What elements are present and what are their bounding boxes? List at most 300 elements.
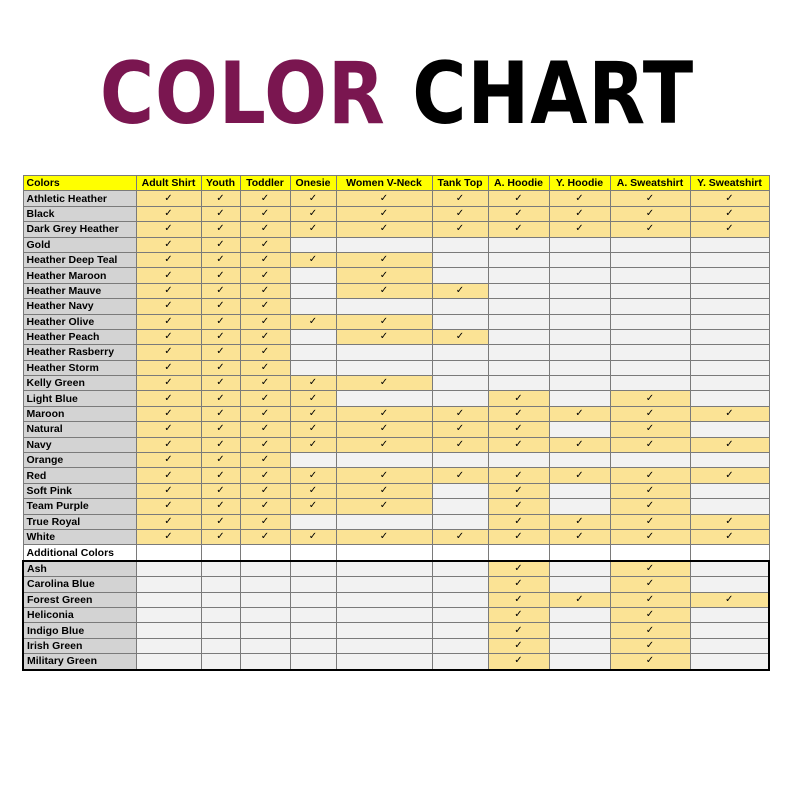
empty-cell <box>690 283 769 298</box>
check-mark-cell: ✓ <box>136 345 201 360</box>
empty-cell <box>610 376 690 391</box>
table-row <box>23 268 769 283</box>
header-column: Y. Hoodie <box>549 176 610 191</box>
title-word-chart: CHART <box>412 44 695 144</box>
empty-cell <box>240 654 290 670</box>
check-mark-cell: ✓ <box>610 577 690 592</box>
empty-cell <box>610 268 690 283</box>
empty-cell <box>549 391 610 406</box>
check-mark-cell: ✓ <box>136 529 201 544</box>
check-mark-cell: ✓ <box>432 437 488 452</box>
empty-cell <box>136 607 201 622</box>
check-mark-cell: ✓ <box>240 329 290 344</box>
check-mark-cell: ✓ <box>136 499 201 514</box>
empty-cell <box>610 252 690 267</box>
empty-cell <box>290 561 336 577</box>
check-mark-cell: ✓ <box>201 222 240 237</box>
empty-cell <box>290 514 336 529</box>
check-mark-cell: ✓ <box>240 391 290 406</box>
check-mark-cell: ✓ <box>201 406 240 421</box>
color-name: Navy <box>23 437 136 452</box>
check-mark-cell: ✓ <box>240 468 290 483</box>
check-mark-cell: ✓ <box>336 252 432 267</box>
empty-cell <box>488 360 549 375</box>
empty-cell <box>690 453 769 468</box>
empty-cell <box>690 545 769 561</box>
empty-cell <box>432 360 488 375</box>
check-mark-cell: ✓ <box>201 529 240 544</box>
check-mark-cell: ✓ <box>136 360 201 375</box>
empty-cell <box>136 592 201 607</box>
check-mark-cell: ✓ <box>488 468 549 483</box>
empty-cell <box>488 345 549 360</box>
check-mark-cell: ✓ <box>136 376 201 391</box>
check-mark-cell: ✓ <box>432 468 488 483</box>
empty-cell <box>432 376 488 391</box>
empty-cell <box>549 376 610 391</box>
check-mark-cell: ✓ <box>136 422 201 437</box>
check-mark-cell: ✓ <box>336 499 432 514</box>
empty-cell <box>336 237 432 252</box>
empty-cell <box>488 299 549 314</box>
empty-cell <box>610 283 690 298</box>
check-mark-cell: ✓ <box>240 514 290 529</box>
check-mark-cell: ✓ <box>690 191 769 206</box>
empty-cell <box>549 360 610 375</box>
empty-cell <box>432 577 488 592</box>
check-mark-cell: ✓ <box>610 499 690 514</box>
check-mark-cell: ✓ <box>690 529 769 544</box>
empty-cell <box>690 314 769 329</box>
empty-cell <box>610 237 690 252</box>
check-mark-cell: ✓ <box>432 422 488 437</box>
chart-title <box>56 44 739 144</box>
check-mark-cell: ✓ <box>136 206 201 221</box>
table-row <box>23 592 769 607</box>
table-row <box>23 529 769 544</box>
table-row <box>23 483 769 498</box>
check-mark-cell: ✓ <box>610 206 690 221</box>
check-mark-cell: ✓ <box>240 314 290 329</box>
empty-cell <box>240 623 290 638</box>
empty-cell <box>290 453 336 468</box>
check-mark-cell: ✓ <box>488 592 549 607</box>
check-mark-cell: ✓ <box>201 191 240 206</box>
empty-cell <box>336 391 432 406</box>
check-mark-cell: ✓ <box>240 360 290 375</box>
check-mark-cell: ✓ <box>610 468 690 483</box>
empty-cell <box>201 638 240 653</box>
check-mark-cell: ✓ <box>201 237 240 252</box>
check-mark-cell: ✓ <box>549 514 610 529</box>
empty-cell <box>290 654 336 670</box>
header-column: Onesie <box>290 176 336 191</box>
check-mark-cell: ✓ <box>201 360 240 375</box>
header-column: Y. Sweatshirt <box>690 176 769 191</box>
check-mark-cell: ✓ <box>336 483 432 498</box>
table-row <box>23 577 769 592</box>
table-row <box>23 329 769 344</box>
color-name: True Royal <box>23 514 136 529</box>
empty-cell <box>240 638 290 653</box>
check-mark-cell: ✓ <box>336 283 432 298</box>
check-mark-cell: ✓ <box>690 437 769 452</box>
table-row <box>23 561 769 577</box>
check-mark-cell: ✓ <box>136 314 201 329</box>
color-name: Heather Mauve <box>23 283 136 298</box>
check-mark-cell: ✓ <box>240 422 290 437</box>
empty-cell <box>432 314 488 329</box>
table-row <box>23 422 769 437</box>
color-name: Dark Grey Heather <box>23 222 136 237</box>
table-row <box>23 206 769 221</box>
table-row <box>23 638 769 653</box>
color-name: Kelly Green <box>23 376 136 391</box>
check-mark-cell: ✓ <box>549 468 610 483</box>
check-mark-cell: ✓ <box>336 191 432 206</box>
empty-cell <box>690 329 769 344</box>
check-mark-cell: ✓ <box>136 437 201 452</box>
color-name: Maroon <box>23 406 136 421</box>
color-name: Heliconia <box>23 607 136 622</box>
empty-cell <box>690 299 769 314</box>
header-column: Women V-Neck <box>336 176 432 191</box>
color-name: Heather Olive <box>23 314 136 329</box>
table-row <box>23 623 769 638</box>
table-row <box>23 468 769 483</box>
empty-cell <box>549 545 610 561</box>
check-mark-cell: ✓ <box>336 314 432 329</box>
check-mark-cell: ✓ <box>336 222 432 237</box>
check-mark-cell: ✓ <box>488 206 549 221</box>
check-mark-cell: ✓ <box>201 437 240 452</box>
check-mark-cell: ✓ <box>136 222 201 237</box>
empty-cell <box>290 638 336 653</box>
color-name: Indigo Blue <box>23 623 136 638</box>
check-mark-cell: ✓ <box>240 191 290 206</box>
check-mark-cell: ✓ <box>549 529 610 544</box>
check-mark-cell: ✓ <box>610 483 690 498</box>
empty-cell <box>690 499 769 514</box>
check-mark-cell: ✓ <box>336 329 432 344</box>
empty-cell <box>336 638 432 653</box>
empty-cell <box>136 577 201 592</box>
check-mark-cell: ✓ <box>432 406 488 421</box>
empty-cell <box>690 391 769 406</box>
check-mark-cell: ✓ <box>488 654 549 670</box>
empty-cell <box>610 453 690 468</box>
table-body <box>23 176 769 670</box>
empty-cell <box>690 623 769 638</box>
check-mark-cell: ✓ <box>136 268 201 283</box>
check-mark-cell: ✓ <box>136 468 201 483</box>
check-mark-cell: ✓ <box>136 191 201 206</box>
check-mark-cell: ✓ <box>336 529 432 544</box>
check-mark-cell: ✓ <box>240 252 290 267</box>
empty-cell <box>290 592 336 607</box>
empty-cell <box>549 577 610 592</box>
empty-cell <box>432 545 488 561</box>
check-mark-cell: ✓ <box>290 483 336 498</box>
empty-cell <box>549 561 610 577</box>
empty-cell <box>610 345 690 360</box>
check-mark-cell: ✓ <box>240 206 290 221</box>
check-mark-cell: ✓ <box>290 437 336 452</box>
empty-cell <box>432 453 488 468</box>
check-mark-cell: ✓ <box>432 529 488 544</box>
table-row <box>23 391 769 406</box>
table-row <box>23 607 769 622</box>
check-mark-cell: ✓ <box>201 514 240 529</box>
empty-cell <box>488 376 549 391</box>
color-name: Irish Green <box>23 638 136 653</box>
check-mark-cell: ✓ <box>290 422 336 437</box>
check-mark-cell: ✓ <box>240 376 290 391</box>
empty-cell <box>432 237 488 252</box>
empty-cell <box>290 607 336 622</box>
check-mark-cell: ✓ <box>488 607 549 622</box>
check-mark-cell: ✓ <box>488 638 549 653</box>
check-mark-cell: ✓ <box>201 206 240 221</box>
empty-cell <box>336 453 432 468</box>
check-mark-cell: ✓ <box>488 499 549 514</box>
empty-cell <box>690 252 769 267</box>
check-mark-cell: ✓ <box>136 483 201 498</box>
empty-cell <box>240 545 290 561</box>
check-mark-cell: ✓ <box>488 406 549 421</box>
additional-colors-label: Additional Colors <box>23 545 136 561</box>
empty-cell <box>488 237 549 252</box>
table-row <box>23 360 769 375</box>
color-name: Gold <box>23 237 136 252</box>
check-mark-cell: ✓ <box>240 499 290 514</box>
check-mark-cell: ✓ <box>136 283 201 298</box>
empty-cell <box>201 561 240 577</box>
empty-cell <box>201 577 240 592</box>
empty-cell <box>290 299 336 314</box>
check-mark-cell: ✓ <box>549 191 610 206</box>
check-mark-cell: ✓ <box>488 577 549 592</box>
empty-cell <box>549 623 610 638</box>
color-name: Heather Navy <box>23 299 136 314</box>
check-mark-cell: ✓ <box>488 561 549 577</box>
empty-cell <box>610 299 690 314</box>
empty-cell <box>488 283 549 298</box>
check-mark-cell: ✓ <box>201 283 240 298</box>
check-mark-cell: ✓ <box>690 222 769 237</box>
empty-cell <box>290 283 336 298</box>
color-name: Heather Storm <box>23 360 136 375</box>
empty-cell <box>690 607 769 622</box>
check-mark-cell: ✓ <box>240 237 290 252</box>
empty-cell <box>432 391 488 406</box>
table-row <box>23 237 769 252</box>
check-mark-cell: ✓ <box>136 391 201 406</box>
check-mark-cell: ✓ <box>488 391 549 406</box>
empty-cell <box>432 345 488 360</box>
color-name: Carolina Blue <box>23 577 136 592</box>
check-mark-cell: ✓ <box>201 453 240 468</box>
check-mark-cell: ✓ <box>240 406 290 421</box>
empty-cell <box>136 545 201 561</box>
check-mark-cell: ✓ <box>488 529 549 544</box>
check-mark-cell: ✓ <box>610 437 690 452</box>
empty-cell <box>549 483 610 498</box>
empty-cell <box>549 314 610 329</box>
empty-cell <box>690 345 769 360</box>
empty-cell <box>432 638 488 653</box>
empty-cell <box>610 314 690 329</box>
empty-cell <box>336 654 432 670</box>
check-mark-cell: ✓ <box>201 345 240 360</box>
header-column: Toddler <box>240 176 290 191</box>
table-row <box>23 345 769 360</box>
check-mark-cell: ✓ <box>610 654 690 670</box>
check-mark-cell: ✓ <box>290 314 336 329</box>
check-mark-cell: ✓ <box>136 299 201 314</box>
empty-cell <box>690 422 769 437</box>
table-row <box>23 499 769 514</box>
check-mark-cell: ✓ <box>201 483 240 498</box>
check-mark-cell: ✓ <box>336 268 432 283</box>
check-mark-cell: ✓ <box>690 468 769 483</box>
empty-cell <box>549 237 610 252</box>
empty-cell <box>690 237 769 252</box>
check-mark-cell: ✓ <box>240 268 290 283</box>
empty-cell <box>610 360 690 375</box>
empty-cell <box>690 376 769 391</box>
empty-cell <box>549 329 610 344</box>
check-mark-cell: ✓ <box>240 437 290 452</box>
color-name: Heather Deep Teal <box>23 252 136 267</box>
empty-cell <box>432 299 488 314</box>
check-mark-cell: ✓ <box>136 406 201 421</box>
empty-cell <box>336 623 432 638</box>
check-mark-cell: ✓ <box>240 529 290 544</box>
header-column: A. Hoodie <box>488 176 549 191</box>
check-mark-cell: ✓ <box>610 592 690 607</box>
header-column: Adult Shirt <box>136 176 201 191</box>
check-mark-cell: ✓ <box>432 222 488 237</box>
check-mark-cell: ✓ <box>432 329 488 344</box>
check-mark-cell: ✓ <box>201 252 240 267</box>
check-mark-cell: ✓ <box>488 222 549 237</box>
empty-cell <box>136 623 201 638</box>
additional-colors-row <box>23 545 769 561</box>
empty-cell <box>690 360 769 375</box>
check-mark-cell: ✓ <box>290 222 336 237</box>
table-row <box>23 314 769 329</box>
check-mark-cell: ✓ <box>549 592 610 607</box>
empty-cell <box>336 514 432 529</box>
check-mark-cell: ✓ <box>690 206 769 221</box>
empty-cell <box>690 638 769 653</box>
check-mark-cell: ✓ <box>290 468 336 483</box>
color-name: Light Blue <box>23 391 136 406</box>
table-row <box>23 252 769 267</box>
color-name: Ash <box>23 561 136 577</box>
color-name: Heather Rasberry <box>23 345 136 360</box>
check-mark-cell: ✓ <box>610 623 690 638</box>
empty-cell <box>488 268 549 283</box>
empty-cell <box>432 483 488 498</box>
empty-cell <box>549 638 610 653</box>
empty-cell <box>336 607 432 622</box>
empty-cell <box>690 483 769 498</box>
table-row <box>23 191 769 206</box>
empty-cell <box>690 268 769 283</box>
check-mark-cell: ✓ <box>336 406 432 421</box>
empty-cell <box>136 638 201 653</box>
check-mark-cell: ✓ <box>201 299 240 314</box>
table-row <box>23 437 769 452</box>
check-mark-cell: ✓ <box>240 283 290 298</box>
empty-cell <box>488 545 549 561</box>
table-row <box>23 514 769 529</box>
empty-cell <box>240 561 290 577</box>
check-mark-cell: ✓ <box>136 237 201 252</box>
check-mark-cell: ✓ <box>432 206 488 221</box>
color-name: Red <box>23 468 136 483</box>
check-mark-cell: ✓ <box>201 329 240 344</box>
empty-cell <box>610 545 690 561</box>
empty-cell <box>488 453 549 468</box>
color-name: Forest Green <box>23 592 136 607</box>
empty-cell <box>549 654 610 670</box>
empty-cell <box>240 577 290 592</box>
empty-cell <box>432 623 488 638</box>
empty-cell <box>201 623 240 638</box>
header-colors: Colors <box>23 176 136 191</box>
empty-cell <box>549 252 610 267</box>
check-mark-cell: ✓ <box>336 468 432 483</box>
check-mark-cell: ✓ <box>136 329 201 344</box>
color-name: White <box>23 529 136 544</box>
color-name: Orange <box>23 453 136 468</box>
empty-cell <box>690 561 769 577</box>
empty-cell <box>136 654 201 670</box>
empty-cell <box>336 577 432 592</box>
empty-cell <box>290 268 336 283</box>
check-mark-cell: ✓ <box>488 623 549 638</box>
empty-cell <box>549 283 610 298</box>
check-mark-cell: ✓ <box>488 514 549 529</box>
check-mark-cell: ✓ <box>610 638 690 653</box>
empty-cell <box>201 607 240 622</box>
check-mark-cell: ✓ <box>549 437 610 452</box>
check-mark-cell: ✓ <box>610 422 690 437</box>
empty-cell <box>488 252 549 267</box>
empty-cell <box>549 268 610 283</box>
check-mark-cell: ✓ <box>201 268 240 283</box>
empty-cell <box>432 592 488 607</box>
check-mark-cell: ✓ <box>290 499 336 514</box>
empty-cell <box>336 299 432 314</box>
table-row <box>23 453 769 468</box>
empty-cell <box>290 577 336 592</box>
check-mark-cell: ✓ <box>201 422 240 437</box>
empty-cell <box>549 607 610 622</box>
table-row <box>23 406 769 421</box>
empty-cell <box>290 623 336 638</box>
empty-cell <box>336 345 432 360</box>
check-mark-cell: ✓ <box>240 299 290 314</box>
empty-cell <box>549 499 610 514</box>
empty-cell <box>290 329 336 344</box>
empty-cell <box>690 577 769 592</box>
table-row <box>23 299 769 314</box>
color-availability-table <box>22 175 770 671</box>
